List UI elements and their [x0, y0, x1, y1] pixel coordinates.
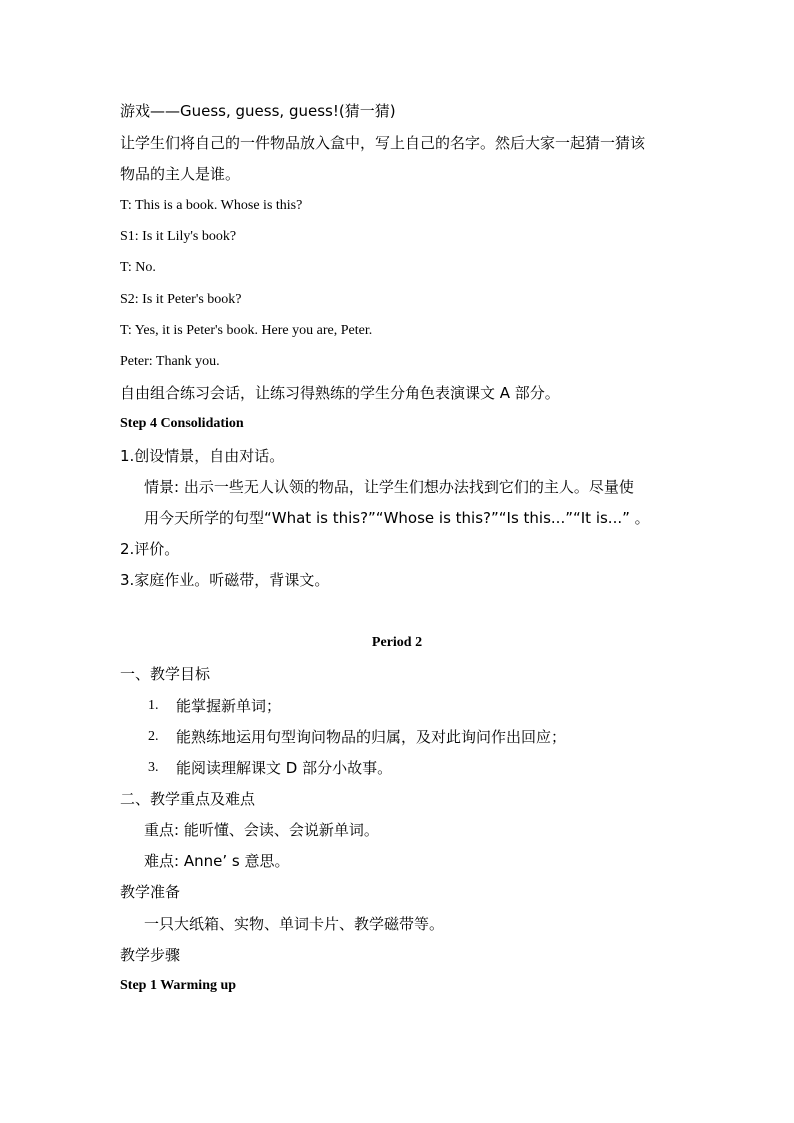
- game-description-line-2: 物品的主人是谁。: [120, 165, 241, 183]
- period-title: Period 2: [371, 635, 423, 650]
- dialogue-line: T: This is a book. Whose is this?: [120, 198, 303, 213]
- practice-instruction: 自由组合练习会话，让练习得熟练的学生分角色表演课文 A 部分。: [120, 384, 560, 402]
- step4-heading: Step 4 Consolidation: [120, 416, 244, 431]
- dialogue-line: T: Yes, it is Peter's book. Here you are, Peter.: [120, 323, 373, 338]
- step4-item-3: 3.家庭作业。听磁带，背课文。: [120, 571, 330, 589]
- goals-heading: 一、教学目标: [120, 665, 211, 683]
- keypoints-heading: 二、教学重点及难点: [120, 790, 256, 808]
- dialogue-line: S2: Is it Peter's book?: [120, 292, 242, 307]
- game-title: 游戏——Guess, guess, guess!(猜一猜): [120, 102, 396, 120]
- steps-heading: 教学步骤: [120, 946, 181, 964]
- dialogue-line: Peter: Thank you.: [120, 354, 220, 369]
- key-point: 重点: 能听懂、会读、会说新单词。: [144, 821, 379, 839]
- goal-number: 2.: [148, 729, 159, 744]
- goal-text: 能阅读理解课文 D 部分小故事。: [176, 759, 393, 777]
- difficult-point: 难点: Anne’ s 意思。: [144, 852, 290, 870]
- step4-item-1: 1.创设情景，自由对话。: [120, 447, 285, 465]
- step1-heading: Step 1 Warming up: [120, 978, 237, 993]
- prep-heading: 教学准备: [120, 883, 181, 901]
- step4-item-2: 2.评价。: [120, 540, 180, 558]
- game-description-line-1: 让学生们将自己的一件物品放入盒中，写上自己的名字。然后大家一起猜一猜该: [120, 134, 646, 152]
- scene-line-1: 情景: 出示一些无人认领的物品，让学生们想办法找到它们的主人。尽量使: [144, 478, 634, 496]
- goal-text: 能掌握新单词；: [176, 697, 282, 715]
- goal-number: 1.: [148, 698, 159, 713]
- dialogue-line: T: No.: [120, 260, 156, 275]
- prep-materials: 一只大纸箱、实物、单词卡片、教学磁带等。: [144, 915, 445, 933]
- scene-line-2: 用今天所学的句型“What is this?”“Whose is this?”“Is this...”“It is...” 。: [144, 509, 650, 527]
- dialogue-line: S1: Is it Lily's book?: [120, 229, 237, 244]
- goal-number: 3.: [148, 760, 159, 775]
- goal-text: 能熟练地运用句型询问物品的归属，及对此询问作出回应；: [176, 728, 567, 746]
